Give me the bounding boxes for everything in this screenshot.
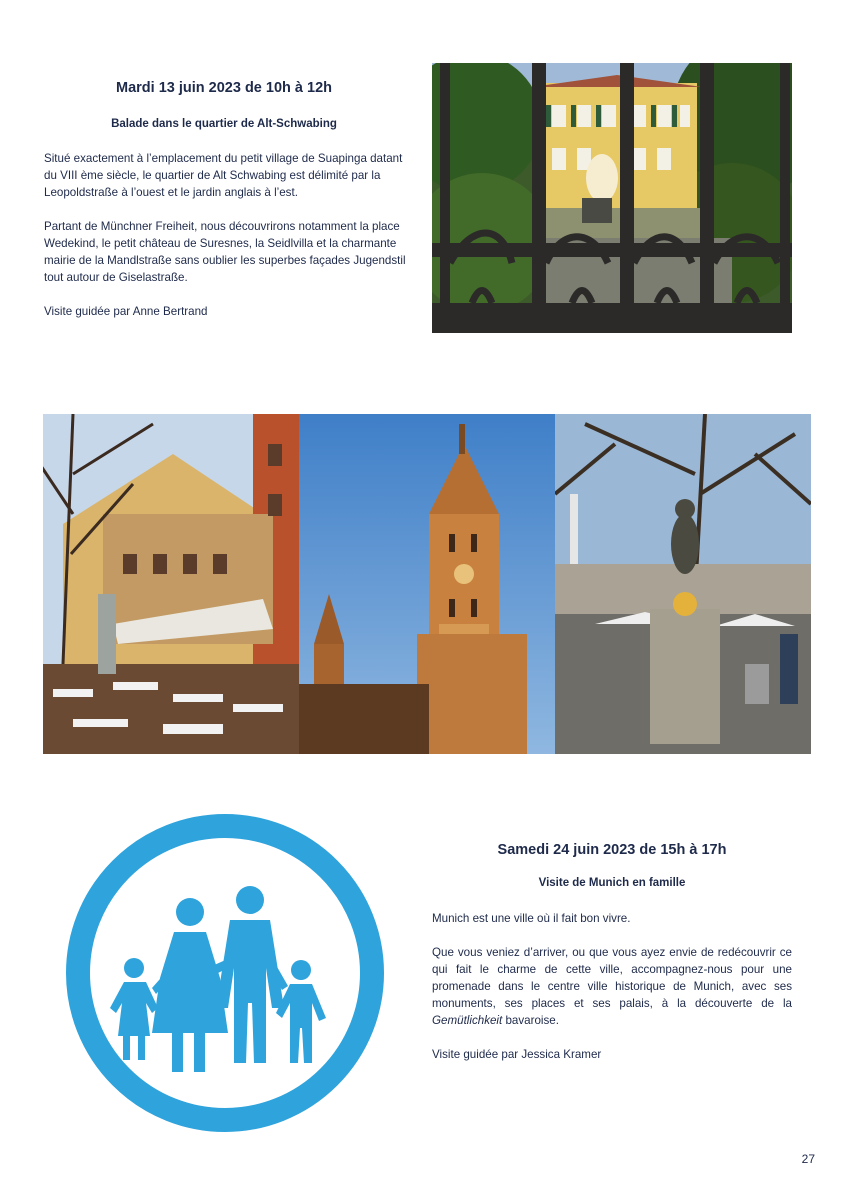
- event2-date: Samedi 24 juin 2023 de 15h à 17h: [497, 842, 727, 858]
- event2-title: Visite de Munich en famille: [538, 877, 686, 889]
- page-number: 27: [801, 1152, 815, 1166]
- family-icon: [60, 808, 390, 1138]
- event1-title: Balade dans le quartier de Alt-Schwabing: [111, 118, 337, 130]
- event2-emphasis: Gemütlichkeit: [432, 1014, 503, 1027]
- event1-date: Mardi 13 juin 2023 de 10h à 12h: [116, 80, 332, 96]
- town-hall-tower-photo: [299, 414, 555, 754]
- event1-paragraph-2: Partant de Münchner Freiheit, nous découvrirons notamment la place Wedekind, le petit château de Suresnes, la Seidlvilla et la charmante mairie de la Mandlstraße sans oublier les superbes façades Jugendstil tout autour de Giselastraße.: [44, 220, 406, 284]
- villa-gate-photo: [432, 63, 792, 333]
- event2-paragraph-2: [432, 944, 792, 1029]
- event2-description: [432, 910, 792, 1080]
- event2-paragraph-2-text: Que vous veniez d’arriver, ou que vous ayez envie de redécouvrir ce qui fait le charme de cette ville, accompagnez-nous pour une promenade dans le centre ville historique de Munich, avec ses monuments, ses places et ses palais, à la découverte de la: [432, 946, 792, 1010]
- event2-paragraph-2-end: bavaroise.: [502, 1014, 559, 1027]
- event2-paragraph-1: Munich est une ville où il fait bon vivre.: [432, 912, 631, 925]
- event1-paragraph-1: Situé exactement à l’emplacement du petit village de Suapinga datant du VIII ème siècle, le quartier de Alt Schwabing est délimité par la Leopoldstraße à l’ouest et le jardin anglais à l’est.: [44, 152, 403, 199]
- old-town-terrace-photo: [43, 414, 299, 754]
- event1-guide: Visite guidée par Anne Bertrand: [44, 305, 208, 318]
- event2-guide: Visite guidée par Jessica Kramer: [432, 1048, 602, 1061]
- market-statue-photo: [555, 414, 811, 754]
- event1-description: [44, 150, 406, 337]
